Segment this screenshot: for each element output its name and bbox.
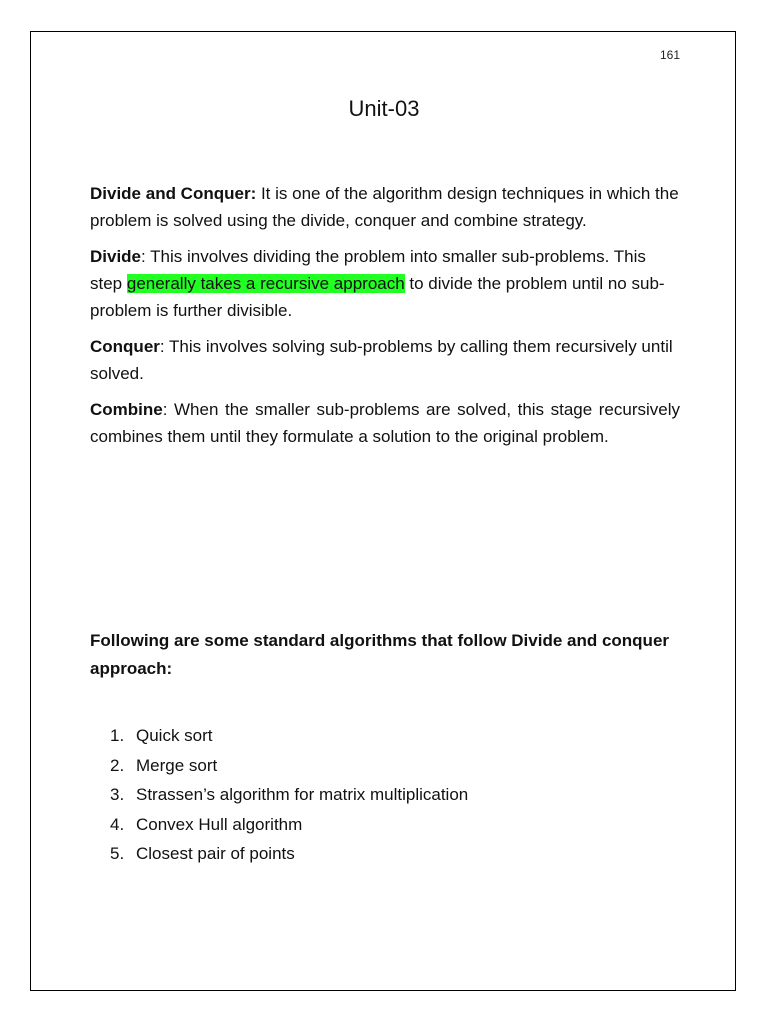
definition-divide-and-conquer: [90, 180, 680, 234]
definitions-section: [90, 180, 680, 459]
page-title: Unit-03: [348, 96, 420, 121]
list-item: [110, 839, 468, 869]
definition-divide: [90, 243, 680, 324]
list-text: Quick sort: [136, 726, 213, 745]
list-text: Closest pair of points: [136, 844, 295, 863]
definition-text: : This involves dividing the problem into smaller sub-problems. This step: [90, 247, 646, 293]
list-item: [110, 721, 468, 751]
list-number: 3.: [110, 785, 125, 804]
list-number: 5.: [110, 844, 125, 863]
list-item: [110, 780, 468, 810]
definition-text: to divide the problem until no sub-problem is further divisible.: [90, 274, 665, 320]
definition-text: : When the smaller sub-problems are solved, this stage recursively combines them until they formulate a solution to the original problem.: [90, 400, 680, 446]
definition-term: Divide: [90, 247, 142, 266]
list-number: 4.: [110, 814, 125, 834]
list-text: Convex Hull algorithm: [136, 814, 303, 834]
algorithms-heading: Following are some standard algorithms that follow Divide and conquer approach:: [90, 631, 670, 678]
page-number: 161: [659, 48, 680, 62]
definition-text: It is one of the algorithm design techniques in which the problem is solved using the divide, conquer and combine strategy.: [90, 184, 679, 230]
definition-combine: [90, 396, 680, 450]
list-item: [110, 751, 468, 781]
definition-term: Divide and Conquer:: [90, 184, 257, 203]
definition-term: Combine: [90, 400, 163, 419]
list-number: 2.: [110, 755, 125, 775]
highlighted-text: generally takes a recursive approach: [126, 274, 405, 293]
list-number: 1.: [110, 726, 125, 745]
list-text: Merge sort: [136, 755, 218, 775]
definition-conquer: [90, 333, 680, 387]
definition-term: Conquer: [90, 337, 160, 356]
definition-text: : This involves solving sub-problems by calling them recursively until solved.: [90, 337, 673, 383]
algorithms-list: [110, 721, 468, 869]
list-item: [110, 810, 468, 840]
list-text: Strassen’s algorithm for matrix multiplication: [136, 785, 469, 804]
